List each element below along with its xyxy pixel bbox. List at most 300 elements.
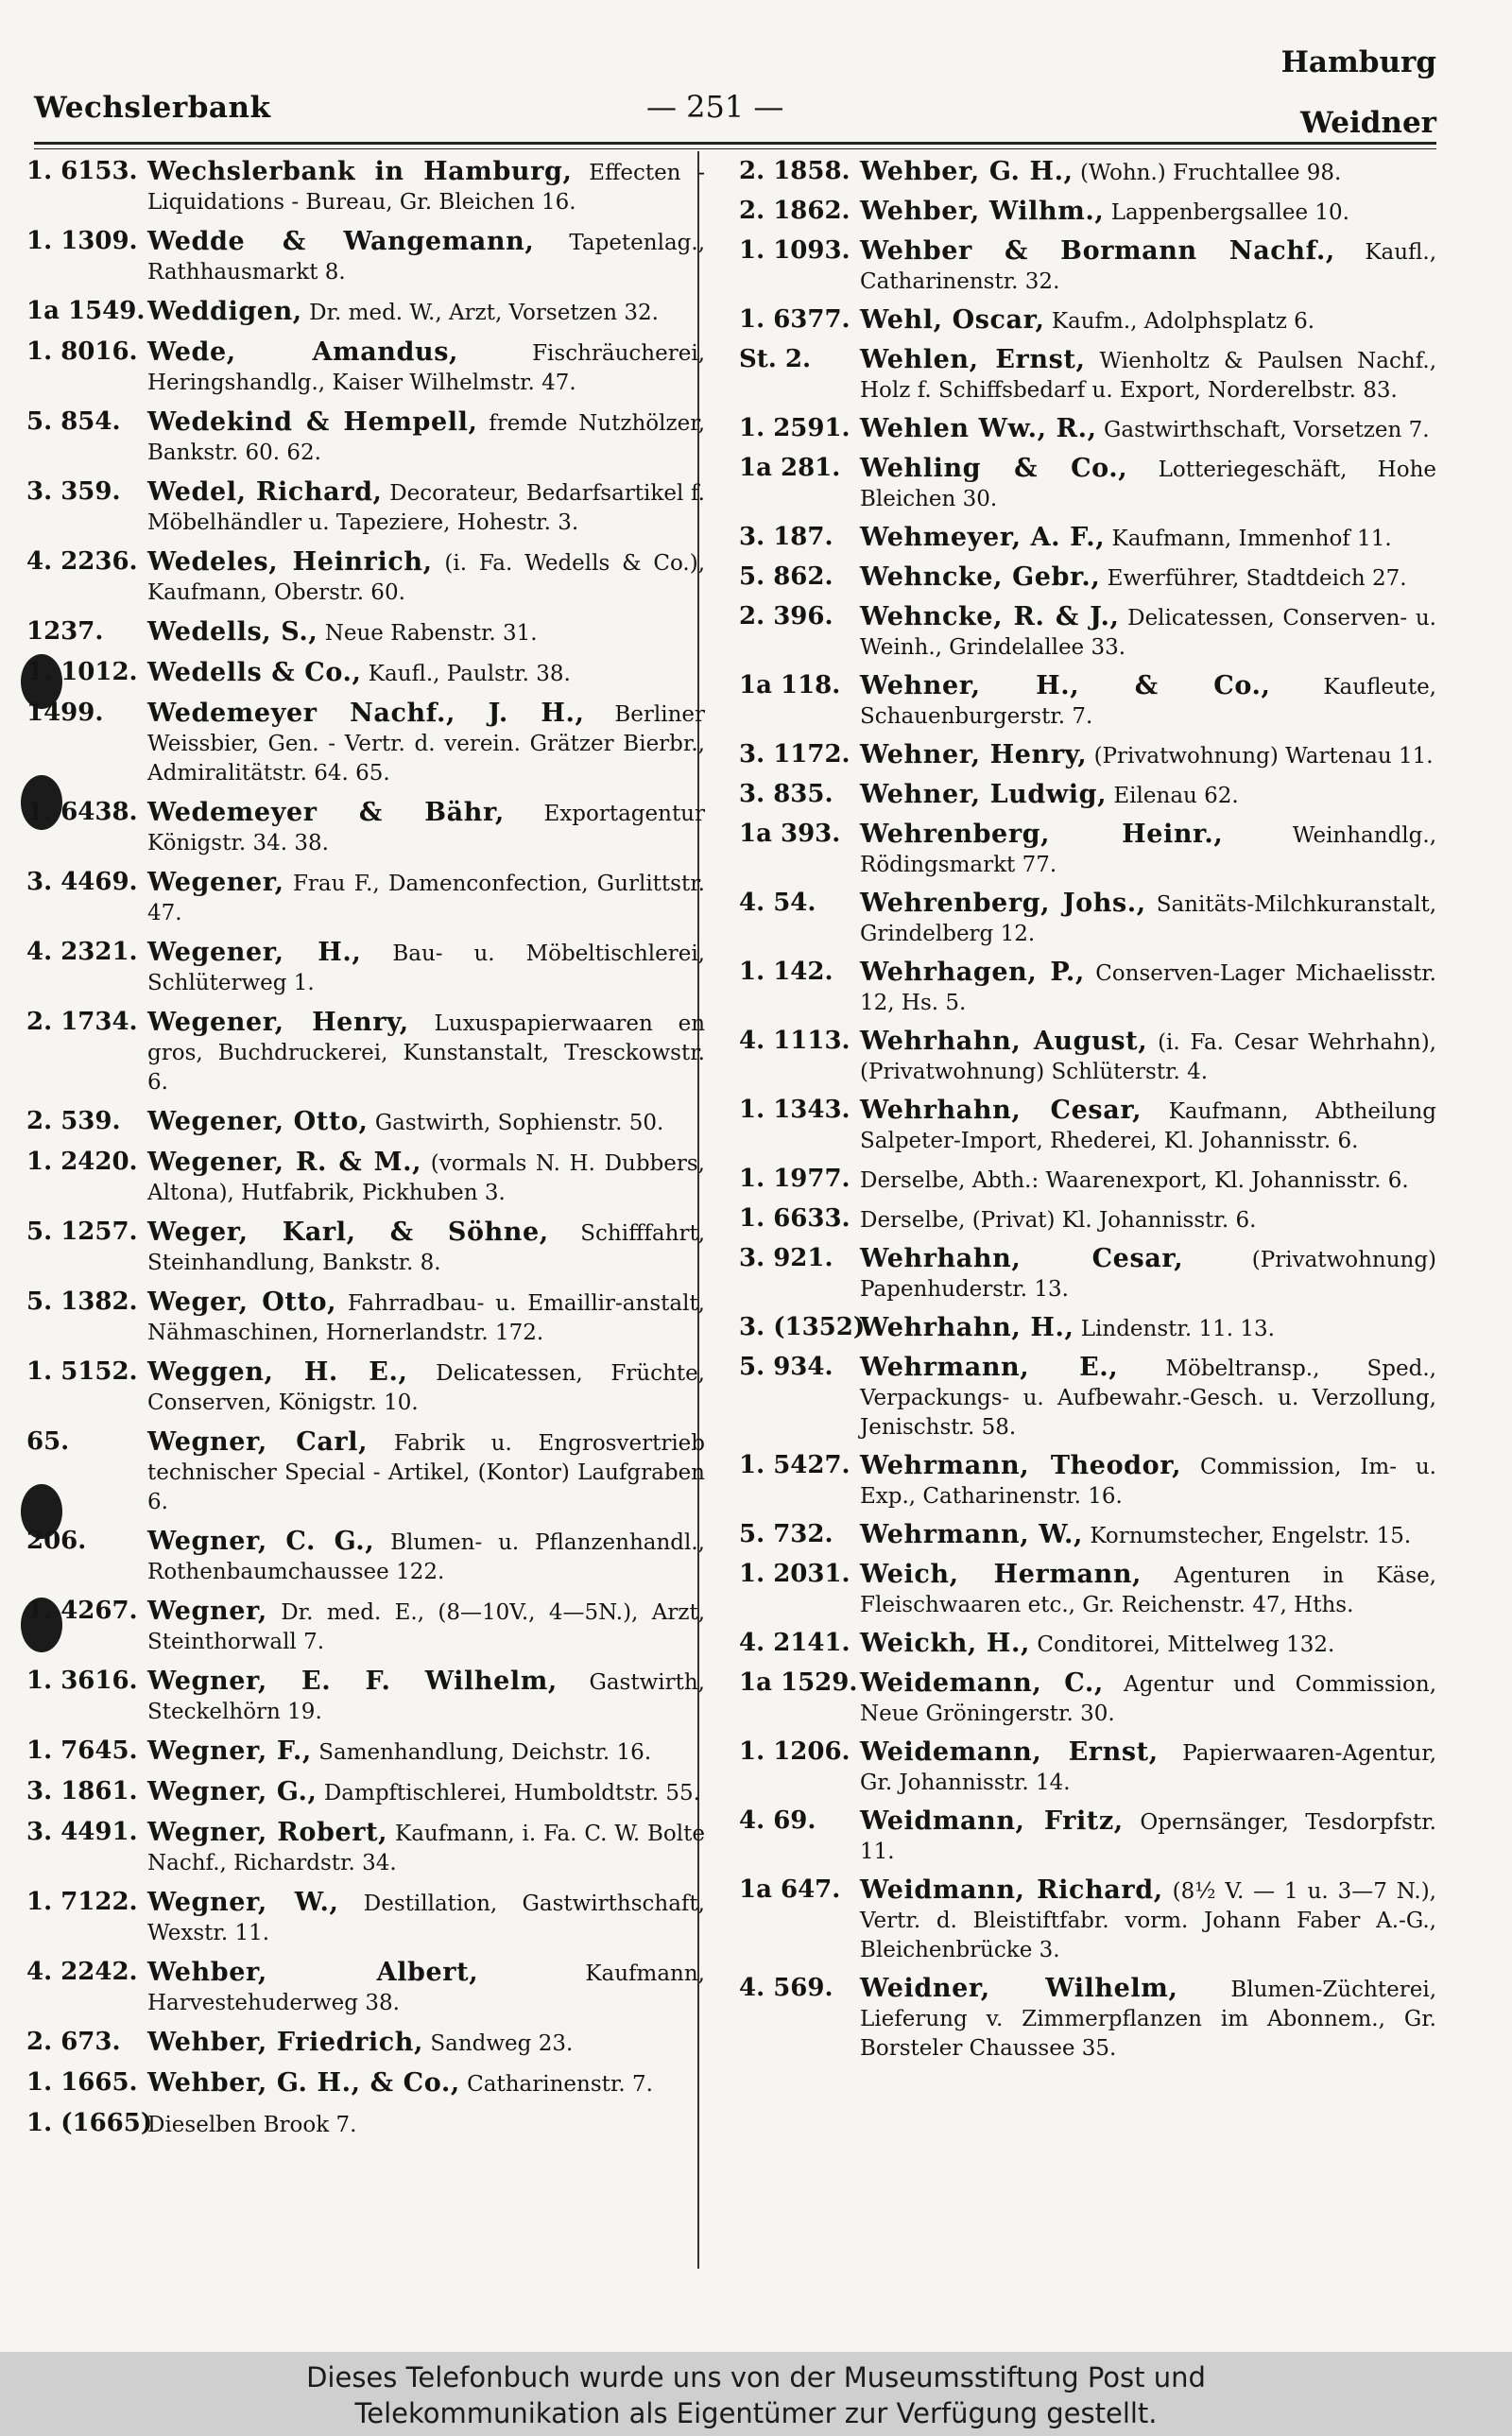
phone-number: 3. 359. bbox=[26, 477, 121, 506]
directory-entry bbox=[739, 345, 1436, 406]
directory-entry bbox=[739, 1806, 1436, 1867]
entry-details: Kaufm., Adolphsplatz 6. bbox=[1051, 309, 1315, 334]
phone-number: 5. 1257. bbox=[26, 1218, 138, 1246]
phone-number: 1. 4267. bbox=[26, 1597, 138, 1625]
entry-body bbox=[860, 889, 1436, 949]
directory-entry bbox=[739, 1027, 1436, 1087]
directory-entry bbox=[26, 1667, 705, 1727]
entry-body bbox=[860, 1974, 1436, 2064]
subscriber-name: Wehber, Friedrich, bbox=[147, 2028, 424, 2057]
entry-details: Exportagentur Königstr. 34. 38. bbox=[147, 802, 705, 855]
phone-number: 4. 2236. bbox=[26, 547, 138, 576]
directory-entry bbox=[739, 197, 1436, 228]
phone-number: 65. bbox=[26, 1427, 70, 1456]
entry-body bbox=[860, 345, 1436, 406]
subscriber-name: Weidmann, Fritz, bbox=[860, 1806, 1124, 1836]
directory-entry bbox=[26, 658, 705, 689]
entry-body bbox=[860, 1668, 1436, 1729]
subscriber-name: Wehl, Oscar, bbox=[860, 305, 1045, 335]
entry-body bbox=[860, 1451, 1436, 1512]
phone-number: 4. 69. bbox=[739, 1806, 816, 1835]
entry-details: Sandweg 23. bbox=[430, 2031, 574, 2056]
directory-entry bbox=[26, 1357, 705, 1418]
entry-details: Agenturen in Käse, Fleischwaaren etc., Gr. Reichenstr. 47, Hths. bbox=[860, 1564, 1436, 1617]
entry-details: Commission, Im- u. Exp., Catharinenstr. 16. bbox=[860, 1455, 1436, 1509]
entry-body bbox=[147, 547, 705, 608]
entry-body bbox=[147, 1218, 705, 1278]
subscriber-name: Wedeles, Heinrich, bbox=[147, 547, 433, 577]
entry-body bbox=[147, 2109, 705, 2140]
phone-number: 5. 934. bbox=[739, 1353, 833, 1381]
running-head-left: Wechslerbank bbox=[34, 91, 271, 125]
entry-body bbox=[147, 699, 705, 788]
directory-entry bbox=[26, 617, 705, 648]
entry-details: (Privatwohnung) Papenhuderstr. 13. bbox=[860, 1248, 1437, 1302]
entry-details: Tapetenlag., Rathhausmarkt 8. bbox=[147, 231, 706, 285]
directory-entry bbox=[739, 602, 1436, 663]
entry-body bbox=[147, 617, 705, 648]
subscriber-name: Wehrenberg, Heinr., bbox=[860, 820, 1224, 849]
directory-entry bbox=[739, 1629, 1436, 1660]
entry-body bbox=[147, 1427, 705, 1517]
entry-body bbox=[860, 1313, 1436, 1344]
subscriber-name: Wedemeyer Nachf., J. H., bbox=[147, 699, 585, 728]
entry-body bbox=[860, 1629, 1436, 1660]
directory-entry bbox=[26, 1218, 705, 1278]
directory-entry bbox=[26, 477, 705, 538]
entry-details: (Wohn.) Fruchtallee 98. bbox=[1079, 161, 1342, 185]
directory-entry bbox=[26, 297, 705, 328]
subscriber-name: Wehrhahn, August, bbox=[860, 1027, 1148, 1056]
entry-details: Samenhandlung, Deichstr. 16. bbox=[318, 1740, 652, 1765]
subscriber-name: Weggen, H. E., bbox=[147, 1357, 408, 1387]
entry-body bbox=[147, 1777, 705, 1808]
entry-details: Schifffahrt, Steinhandlung, Bankstr. 8. bbox=[147, 1221, 705, 1275]
phone-number: 5. 1382. bbox=[26, 1287, 138, 1316]
phone-number: 1. 7645. bbox=[26, 1736, 138, 1765]
phone-number: 1. 1206. bbox=[739, 1737, 850, 1766]
entry-details: Kaufmann, i. Fa. C. W. Bolte Nachf., Richardstr. 34. bbox=[147, 1822, 705, 1875]
phone-number: 4. 2141. bbox=[739, 1629, 850, 1657]
directory-entry bbox=[26, 938, 705, 998]
entry-details: Dr. med. W., Arzt, Vorsetzen 32. bbox=[309, 301, 659, 325]
entry-details: Kaufl., Catharinenstr. 32. bbox=[860, 240, 1436, 294]
entry-details: Gastwirth, Sophienstr. 50. bbox=[374, 1111, 664, 1135]
directory-entry bbox=[739, 889, 1436, 949]
entry-details: Derselbe, (Privat) Kl. Johannisstr. 6. bbox=[860, 1208, 1257, 1233]
running-head-right: Weidner bbox=[1299, 106, 1436, 140]
directory-entry bbox=[739, 454, 1436, 514]
entry-body bbox=[860, 197, 1436, 228]
directory-entry bbox=[739, 1875, 1436, 1965]
phone-number: 1. 5152. bbox=[26, 1357, 138, 1386]
entry-details: Lotteriegeschäft, Hohe Bleichen 30. bbox=[860, 458, 1436, 511]
phone-number: 1a 118. bbox=[739, 671, 841, 700]
entry-details: Destillation, Gastwirthschaft, Wexstr. 11. bbox=[147, 1892, 705, 1945]
entry-details: Gastwirthschaft, Vorsetzen 7. bbox=[1104, 418, 1430, 442]
subscriber-name: Wehrhahn, H., bbox=[860, 1313, 1074, 1342]
directory-entry bbox=[26, 1818, 705, 1878]
phone-number: 1a 393. bbox=[739, 820, 841, 848]
phone-number: 1. 3616. bbox=[26, 1667, 138, 1695]
phone-number: 1. 2591. bbox=[739, 414, 850, 442]
phone-number: St. 2. bbox=[739, 345, 812, 373]
subscriber-name: Weidemann, Ernst, bbox=[860, 1737, 1159, 1767]
entry-body bbox=[147, 2068, 705, 2099]
phone-number: 3. 187. bbox=[739, 523, 833, 551]
entry-details: (8½ V. — 1 u. 3—7 N.), Vertr. d. Bleistiftfabr. vorm. Johann Faber A.-G., Bleichenbrücke 3. bbox=[860, 1879, 1436, 1962]
phone-number: 2. 1858. bbox=[739, 157, 850, 185]
subscriber-name: Weickh, H., bbox=[860, 1629, 1031, 1658]
subscriber-name: Wehncke, R. & J., bbox=[860, 602, 1120, 631]
directory-entry bbox=[739, 1313, 1436, 1344]
entry-body bbox=[860, 740, 1436, 771]
directory-entry bbox=[739, 671, 1436, 732]
directory-entry bbox=[26, 1287, 705, 1348]
entry-details: Weinhandlg., Rödingsmarkt 77. bbox=[860, 823, 1437, 877]
directory-entry bbox=[26, 337, 705, 398]
directory-entry bbox=[739, 1096, 1436, 1156]
subscriber-name: Weidmann, Richard, bbox=[860, 1875, 1163, 1905]
phone-number: 1. 6438. bbox=[26, 798, 138, 826]
directory-entry bbox=[26, 157, 705, 217]
subscriber-name: Weich, Hermann, bbox=[860, 1560, 1143, 1589]
directory-entry bbox=[739, 780, 1436, 811]
entry-details: Fahrradbau- u. Emaillir-anstalt, Nähmaschinen, Hornerlandstr. 172. bbox=[147, 1291, 705, 1345]
directory-entry bbox=[739, 1668, 1436, 1729]
phone-number: 1. 1343. bbox=[739, 1096, 850, 1124]
entry-details: Papierwaaren-Agentur, Gr. Johannisstr. 14. bbox=[860, 1741, 1436, 1795]
entry-body bbox=[147, 1597, 705, 1657]
subscriber-name: Wegner, E. F. Wilhelm, bbox=[147, 1667, 558, 1696]
subscriber-name: Wegner, Robert, bbox=[147, 1818, 388, 1847]
phone-number: 3. 1861. bbox=[26, 1777, 138, 1805]
entry-details: Eilenau 62. bbox=[1113, 784, 1239, 808]
subscriber-name: Wegner, W., bbox=[147, 1888, 339, 1917]
left-column bbox=[26, 157, 705, 2150]
entry-details: Delicatessen, Conserven- u. Weinh., Grindelallee 33. bbox=[860, 606, 1436, 660]
running-head-city: Hamburg bbox=[1280, 45, 1436, 79]
phone-number: 1. 2031. bbox=[739, 1560, 850, 1588]
entry-details: Gastwirth, Steckelhörn 19. bbox=[147, 1670, 705, 1724]
phone-number: 3. (1352) bbox=[739, 1313, 866, 1341]
subscriber-name: Wehling & Co., bbox=[860, 454, 1128, 483]
subscriber-name: Wegener, R. & M., bbox=[147, 1148, 422, 1177]
entry-details: Sanitäts-Milchkuranstalt, Grindelberg 12. bbox=[860, 892, 1437, 946]
entry-body bbox=[147, 798, 705, 858]
directory-entry bbox=[739, 236, 1436, 297]
entry-body bbox=[147, 1357, 705, 1418]
phone-number: 4. 54. bbox=[739, 889, 816, 917]
directory-entry bbox=[26, 2068, 705, 2099]
entry-body bbox=[860, 820, 1436, 880]
directory-entry bbox=[26, 1777, 705, 1808]
directory-entry bbox=[739, 1520, 1436, 1551]
entry-details: Dampftischlerei, Humboldtstr. 55. bbox=[323, 1781, 700, 1805]
entry-details: Fabrik u. Engrosvertrieb technischer Special - Artikel, (Kontor) Laufgraben 6. bbox=[147, 1431, 706, 1514]
subscriber-name: Weger, Otto, bbox=[147, 1287, 337, 1317]
subscriber-name: Wehrhahn, Cesar, bbox=[860, 1244, 1184, 1273]
directory-entry bbox=[26, 1008, 705, 1097]
entry-body bbox=[147, 1958, 705, 2018]
phone-number: 1. 1977. bbox=[739, 1165, 850, 1193]
footer-line-1: Dieses Telefonbuch wurde uns von der Museumsstiftung Post und bbox=[306, 2361, 1206, 2393]
phone-number: 1. 2420. bbox=[26, 1148, 138, 1176]
subscriber-name: Wehrmann, W., bbox=[860, 1520, 1083, 1549]
entry-details: Conditorei, Mittelweg 132. bbox=[1037, 1633, 1335, 1657]
entry-details: Lindenstr. 11. 13. bbox=[1080, 1317, 1275, 1341]
entry-details: Frau F., Damenconfection, Gurlittstr. 47. bbox=[147, 872, 705, 925]
directory-entry bbox=[739, 1353, 1436, 1443]
entry-body bbox=[147, 297, 705, 328]
entry-details: Möbeltransp., Sped., Verpackungs- u. Aufbewahr.-Gesch. u. Verzollung, Jenischstr. 58. bbox=[860, 1356, 1436, 1440]
entry-details: Fischräucherei, Heringshandlg., Kaiser Wilhelmstr. 47. bbox=[147, 341, 706, 395]
subscriber-name: Weddigen, bbox=[147, 297, 302, 326]
subscriber-name: Wehrhagen, P., bbox=[860, 958, 1085, 987]
phone-number: 3. 835. bbox=[739, 780, 833, 808]
directory-entry bbox=[739, 958, 1436, 1018]
entry-body bbox=[860, 523, 1436, 554]
subscriber-name: Wehber & Bormann Nachf., bbox=[860, 236, 1335, 266]
directory-entry bbox=[739, 523, 1436, 554]
subscriber-name: Wegner, bbox=[147, 1597, 267, 1626]
entry-body bbox=[147, 1888, 705, 1948]
entry-body bbox=[860, 1520, 1436, 1551]
footer-line-2: Telekommunikation als Eigentümer zur Verfügung gestellt. bbox=[354, 2397, 1158, 2429]
subscriber-name: Wede, Amandus, bbox=[147, 337, 459, 367]
subscriber-name: Wehrmann, Theodor, bbox=[860, 1451, 1182, 1480]
entry-body bbox=[147, 938, 705, 998]
subscriber-name: Weidemann, C., bbox=[860, 1668, 1104, 1698]
entry-details: Ewerführer, Stadtdeich 27. bbox=[1107, 566, 1407, 591]
subscriber-name: Wechslerbank in Hamburg, bbox=[147, 157, 573, 186]
entry-body bbox=[147, 1287, 705, 1348]
phone-number: 2. 539. bbox=[26, 1107, 121, 1135]
directory-entry bbox=[739, 305, 1436, 337]
phone-number: 3. 1172. bbox=[739, 740, 850, 769]
subscriber-name: Wegener, Henry, bbox=[147, 1008, 409, 1037]
phone-number: 1. 7122. bbox=[26, 1888, 138, 1916]
entry-details: Kaufmann, Abtheilung Salpeter-Import, Rhederei, Kl. Johannisstr. 6. bbox=[860, 1099, 1436, 1153]
subscriber-name: Wehber, Wilhm., bbox=[860, 197, 1105, 226]
page-number: — 251 — bbox=[646, 89, 784, 125]
entry-body bbox=[860, 1027, 1436, 1087]
subscriber-name: Weidner, Wilhelm, bbox=[860, 1974, 1178, 2003]
phone-number: 4. 1113. bbox=[739, 1027, 850, 1055]
directory-entry bbox=[26, 227, 705, 287]
directory-entry bbox=[739, 1560, 1436, 1620]
entry-body bbox=[147, 157, 705, 217]
phone-number: 1a 1549. bbox=[26, 297, 146, 325]
entry-details: Conserven-Lager Michaelisstr. 12, Hs. 5. bbox=[860, 961, 1436, 1015]
directory-entry bbox=[739, 1244, 1436, 1304]
entry-body bbox=[147, 658, 705, 689]
entry-body bbox=[860, 1560, 1436, 1620]
subscriber-name: Wegner, Carl, bbox=[147, 1427, 369, 1457]
entry-body bbox=[147, 407, 705, 468]
entry-details: Opernsänger, Tesdorpfstr. 11. bbox=[860, 1810, 1436, 1864]
subscriber-name: Wehlen Ww., R., bbox=[860, 414, 1097, 443]
subscriber-name: Wegner, C. G., bbox=[147, 1527, 375, 1556]
entry-body bbox=[860, 1875, 1436, 1965]
entry-details: Agentur und Commission, Neue Gröningerstr. 30. bbox=[860, 1672, 1437, 1726]
phone-number: 1. 1309. bbox=[26, 227, 138, 255]
phone-number: 3. 921. bbox=[739, 1244, 833, 1272]
phone-number: 1. 1012. bbox=[26, 658, 138, 686]
phone-number: 4. 569. bbox=[739, 1974, 833, 2002]
phone-number: 2. 396. bbox=[739, 602, 833, 631]
entry-body bbox=[147, 1527, 705, 1587]
directory-entry bbox=[739, 1165, 1436, 1196]
phone-number: 1. 5427. bbox=[739, 1451, 850, 1479]
directory-entry bbox=[26, 1148, 705, 1208]
entry-details: (Privatwohnung) Wartenau 11. bbox=[1093, 744, 1434, 769]
subscriber-name: Wehmeyer, A. F., bbox=[860, 523, 1106, 552]
entry-body bbox=[860, 1165, 1436, 1196]
entry-body bbox=[860, 562, 1436, 594]
subscriber-name: Wehrenberg, Johs., bbox=[860, 889, 1146, 918]
entry-details: Effecten - Liquidations - Bureau, Gr. Bleichen 16. bbox=[147, 161, 705, 215]
entry-details: Derselbe, Abth.: Waarenexport, Kl. Johannisstr. 6. bbox=[860, 1168, 1409, 1193]
phone-number: 206. bbox=[26, 1527, 87, 1555]
entry-body bbox=[860, 236, 1436, 297]
phone-number: 1. 1665. bbox=[26, 2068, 138, 2097]
phone-number: 4. 2242. bbox=[26, 1958, 138, 1986]
subscriber-name: Wehncke, Gebr., bbox=[860, 562, 1101, 592]
phone-number: 3. 4469. bbox=[26, 868, 138, 896]
subscriber-name: Wedekind & Hempell, bbox=[147, 407, 478, 437]
directory-entry bbox=[26, 1527, 705, 1587]
entry-body bbox=[147, 1107, 705, 1138]
directory-entry bbox=[739, 1737, 1436, 1798]
entry-details: Neue Rabenstr. 31. bbox=[324, 621, 538, 646]
entry-details: Kornumstecher, Engelstr. 15. bbox=[1090, 1524, 1412, 1548]
subscriber-name: Wegener, bbox=[147, 868, 284, 897]
entry-details: Catharinenstr. 7. bbox=[467, 2072, 653, 2097]
subscriber-name: Wehner, Henry, bbox=[860, 740, 1088, 769]
subscriber-name: Wehner, H., & Co., bbox=[860, 671, 1271, 700]
subscriber-name: Wegner, F., bbox=[147, 1736, 312, 1766]
phone-number: 1. 8016. bbox=[26, 337, 138, 366]
entry-details: Dieselben Brook 7. bbox=[147, 2113, 357, 2137]
entry-body bbox=[860, 1353, 1436, 1443]
entry-body bbox=[860, 1737, 1436, 1798]
directory-entry bbox=[26, 547, 705, 608]
phone-number: 2. 1734. bbox=[26, 1008, 138, 1036]
entry-body bbox=[860, 1806, 1436, 1867]
directory-entry bbox=[739, 740, 1436, 771]
entry-body bbox=[860, 454, 1436, 514]
phone-number: 5. 732. bbox=[739, 1520, 833, 1548]
entry-body bbox=[860, 958, 1436, 1018]
entry-details: fremde Nutzhölzer, Bankstr. 60. 62. bbox=[147, 411, 706, 465]
entry-body bbox=[147, 1667, 705, 1727]
subscriber-name: Weger, Karl, & Söhne, bbox=[147, 1218, 549, 1247]
entry-details: Kaufleute, Schauenburgerstr. 7. bbox=[860, 675, 1436, 729]
directory-entry bbox=[26, 1736, 705, 1768]
directory-entry bbox=[739, 1974, 1436, 2064]
header-rule bbox=[34, 142, 1436, 145]
directory-entry bbox=[26, 1597, 705, 1657]
subscriber-name: Wedel, Richard, bbox=[147, 477, 383, 507]
entry-body bbox=[147, 477, 705, 538]
header-rule-thin bbox=[34, 148, 1436, 149]
subscriber-name: Wehber, G. H., bbox=[860, 157, 1074, 186]
entry-body bbox=[860, 602, 1436, 663]
directory-entry bbox=[26, 1427, 705, 1517]
phone-number: 1. 6153. bbox=[26, 157, 138, 185]
entry-body bbox=[860, 414, 1436, 445]
entry-body bbox=[860, 1204, 1436, 1235]
entry-details: Kaufmann, Harvestehuderweg 38. bbox=[147, 1961, 705, 2015]
entry-body bbox=[147, 1148, 705, 1208]
entry-details: Kaufl., Paulstr. 38. bbox=[368, 662, 571, 686]
entry-body bbox=[147, 227, 705, 287]
entry-body bbox=[860, 1096, 1436, 1156]
subscriber-name: Wegener, Otto, bbox=[147, 1107, 369, 1136]
subscriber-name: Wedells & Co., bbox=[147, 658, 362, 687]
phone-number: 1. (1665) bbox=[26, 2109, 153, 2137]
directory-entry bbox=[26, 2028, 705, 2059]
entry-details: Delicatessen, Früchte, Conserven, Königstr. 10. bbox=[147, 1361, 705, 1415]
entry-body bbox=[147, 337, 705, 398]
entry-body bbox=[147, 1818, 705, 1878]
entry-body bbox=[147, 868, 705, 928]
entry-details: Bau- u. Möbeltischlerei, Schlüterweg 1. bbox=[147, 942, 705, 995]
phone-number: 1. 6633. bbox=[739, 1204, 850, 1233]
phone-number: 1. 1093. bbox=[739, 236, 850, 265]
directory-entry bbox=[26, 407, 705, 468]
phone-number: 1a 1529. bbox=[739, 1668, 858, 1697]
directory-entry bbox=[739, 414, 1436, 445]
subscriber-name: Wedemeyer & Bähr, bbox=[147, 798, 505, 827]
phone-number: 2. 1862. bbox=[739, 197, 850, 225]
phone-number: 5. 862. bbox=[739, 562, 833, 591]
entry-details: Kaufmann, Immenhof 11. bbox=[1111, 527, 1392, 551]
phone-number: 1. 142. bbox=[739, 958, 833, 986]
phone-number: 5. 854. bbox=[26, 407, 121, 436]
entry-body bbox=[147, 2028, 705, 2059]
entry-details: Wienholtz & Paulsen Nachf., Holz f. Schiffsbedarf u. Export, Norderelbstr. 83. bbox=[860, 349, 1437, 403]
entry-body bbox=[147, 1008, 705, 1097]
entry-body bbox=[860, 671, 1436, 732]
entry-details: Blumen-Züchterei, Lieferung v. Zimmerpflanzen im Abonnem., Gr. Borsteler Chaussee 35. bbox=[860, 1978, 1437, 2061]
phone-number: 1499. bbox=[26, 699, 104, 727]
entry-details: Decorateur, Bedarfsartikel f. Möbelhändler u. Tapeziere, Hohestr. 3. bbox=[147, 481, 705, 535]
subscriber-name: Wehber, G. H., & Co., bbox=[147, 2068, 460, 2098]
phone-number: 1a 647. bbox=[739, 1875, 841, 1904]
entry-body bbox=[860, 157, 1436, 188]
directory-entry bbox=[26, 2109, 705, 2140]
directory-entry bbox=[739, 562, 1436, 594]
subscriber-name: Wegener, H., bbox=[147, 938, 362, 967]
directory-entry bbox=[26, 1958, 705, 2018]
footer-notice bbox=[0, 2352, 1512, 2436]
entry-details: Dr. med. E., (8—10V., 4—5N.), Arzt, Steinthorwall 7. bbox=[147, 1600, 705, 1654]
entry-body bbox=[147, 1736, 705, 1768]
subscriber-name: Wegner, G., bbox=[147, 1777, 318, 1806]
subscriber-name: Wehlen, Ernst, bbox=[860, 345, 1086, 374]
directory-entry bbox=[26, 699, 705, 788]
entry-details: Blumen- u. Pflanzenhandl., Rothenbaumchaussee 122. bbox=[147, 1530, 705, 1584]
directory-entry bbox=[739, 157, 1436, 188]
directory-entry bbox=[739, 1204, 1436, 1235]
directory-entry bbox=[26, 1888, 705, 1948]
entry-details: Luxuspapierwaaren en gros, Buchdruckerei, Kunstanstalt, Tresckowstr. 6. bbox=[147, 1011, 706, 1095]
entry-details: (i. Fa. Cesar Wehrhahn), (Privatwohnung) Schlüterstr. 4. bbox=[860, 1030, 1436, 1084]
entry-details: Berliner Weissbier, Gen. - Vertr. d. verein. Grätzer Bierbr., Admiralitätstr. 64. 65. bbox=[147, 702, 705, 786]
directory-entry bbox=[739, 1451, 1436, 1512]
